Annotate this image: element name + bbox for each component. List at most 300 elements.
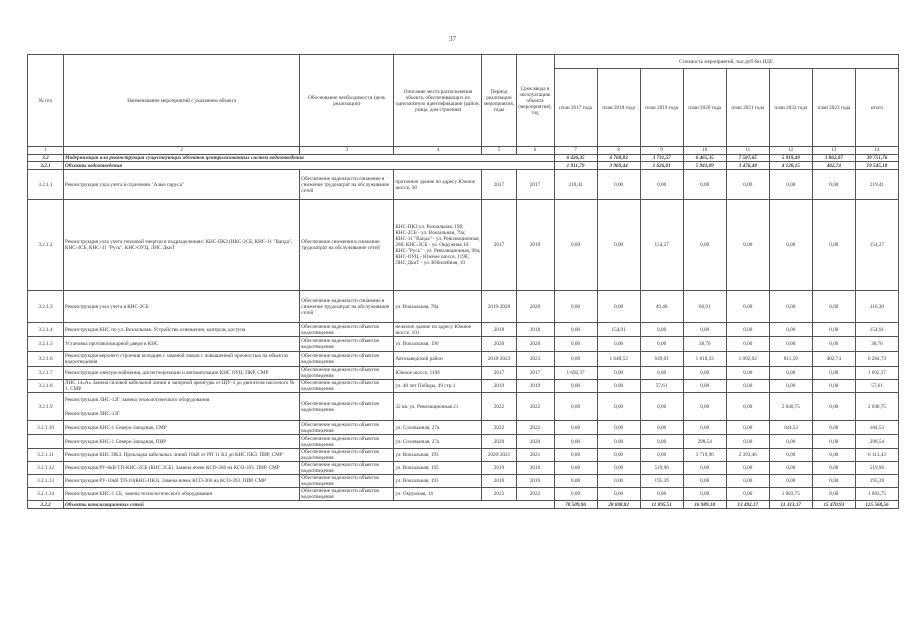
cost-value: 0,00 <box>769 200 812 291</box>
cost-value: 0,00 <box>683 475 726 488</box>
cost-value: 0,00 <box>597 170 640 200</box>
cost-value: 0,00 <box>812 421 855 435</box>
section-title: Модернизация или реконструкция существующих объектов централизованных систем водоотведения <box>64 155 555 162</box>
table-row <box>28 323 899 337</box>
col-num-header: № п/п <box>28 55 64 147</box>
table-row <box>28 435 899 449</box>
location-text: нежилое здание по адресу Южное шоссе, 101 <box>394 323 482 337</box>
cost-value: 0,00 <box>726 367 769 380</box>
section-title: Объекты канализационных сетей <box>64 501 555 509</box>
cost-value: 0,00 <box>726 291 769 323</box>
row-number: 3.2.1.8 <box>28 380 64 393</box>
purpose-text: Обеспечение снижения в снижение трудозатрат на обслуживание сетей <box>300 200 394 291</box>
cost-value: 4 120,15 <box>769 162 812 170</box>
cost-value: 2 040,75 <box>769 393 812 421</box>
measure-name-text: Реконструкция КНС-1 Северо-Западная, СМР <box>65 424 167 431</box>
measure-name <box>64 393 300 421</box>
cost-value: 39 751,76 <box>855 155 898 162</box>
row-number: 3.2.1.11 <box>28 449 64 462</box>
column-index: 4 <box>394 147 482 155</box>
row-number: 3.2.1.6 <box>28 352 64 367</box>
deadline-value: 2019 <box>516 475 554 488</box>
cost-value: 0,00 <box>726 323 769 337</box>
cost-value: 6 113,43 <box>855 449 898 462</box>
cost-value: 0,00 <box>812 393 855 421</box>
column-index: 10 <box>683 147 726 155</box>
row-number: 3.2.1.10 <box>28 421 64 435</box>
cost-value: 0,00 <box>683 393 726 421</box>
cost-value: 5 941,09 <box>683 162 726 170</box>
purpose-text: Обеспечение надежности объектов водоотведения <box>300 435 394 449</box>
cost-value: 0,00 <box>554 475 597 488</box>
cost-value: 1 083,75 <box>769 488 812 501</box>
cost-value: 0,00 <box>554 462 597 475</box>
purpose-text: Обеспечение надежности объектов водоотведения <box>300 380 394 393</box>
col-purpose-header: Обоснование необходимости (цель реализации) <box>300 55 394 147</box>
cost-value: 6 284,73 <box>855 352 898 367</box>
cost-value: 1 092,02 <box>726 352 769 367</box>
location-text: КНС-ПКЗ ул. Вокзальная, 19б; КНС-2СБ - ул. Вокзальная, 79а; КНС-11 "Вапда" - ул. Революционная, 28б; КНС-3СБ - ул. Окружная 1б; КНС-"Русь" - ул. Революционная, 98а; КНС-ОУЦ - Южное шоссе, 119б; ЛНС ДкиТ - ул. Юбилейная, 10 <box>394 200 482 291</box>
purpose-text: Обеспечение надежности снижение в снижение трудозатрат на обслуживание сетей <box>300 170 394 200</box>
cost-value: 0,00 <box>640 170 683 200</box>
table-row <box>28 337 899 352</box>
measure-name-text: Реконструкция РУ-10кВ ТП-10(КНС-ПКЗ). Замена ячеек КСО-366 на КСО-393. ПИР, СМР <box>65 478 266 484</box>
column-index: 11 <box>726 147 769 155</box>
cost-value: 0,00 <box>554 200 597 291</box>
cost-value: 49,40 <box>640 291 683 323</box>
purpose-text: Обеспечение надежности объектов водоотведения <box>300 462 394 475</box>
cost-value: 0,00 <box>683 170 726 200</box>
cost-value: 0,00 <box>640 421 683 435</box>
deadline-value: 2023 <box>516 352 554 367</box>
cost-value: 219,41 <box>855 170 898 200</box>
period-value: 2017 <box>482 367 516 380</box>
page-number: 37 <box>449 35 456 43</box>
row-number: 3.2.1.13 <box>28 475 64 488</box>
cost-value: 28 698,82 <box>597 501 640 509</box>
column-index: 13 <box>812 147 855 155</box>
location-text: ул. Соловьиная, 27а <box>394 435 482 449</box>
table-row <box>28 170 899 200</box>
cost-value: 19 545,18 <box>855 162 898 170</box>
cost-value: 811,59 <box>769 352 812 367</box>
cost-value: 6 768,83 <box>597 155 640 162</box>
cost-value: 0,00 <box>554 421 597 435</box>
row-number: 3.2.2 <box>28 501 64 509</box>
column-index: 6 <box>516 147 554 155</box>
measure-name-text: Реконструкция РУ-6кВ ТП-КНС-2СБ (КНС 2СБ). Замена ячеек КСО-366 на КСО-393. ПИР, СМР <box>65 465 280 471</box>
location-text: ул. Вокзальная, 195 <box>394 462 482 475</box>
row-number: 3.2.1.14 <box>28 488 64 501</box>
cost-value: 16 989,10 <box>683 501 726 509</box>
cost-value: 0,00 <box>597 421 640 435</box>
deadline-value: 2019 <box>516 380 554 393</box>
deadline-value: 2020 <box>516 435 554 449</box>
measure-name-text: Реконструкция КНС ПКЗ. Прокладка кабельных линий 10кВ от РП 11 КЗ до КНС ПКЗ. ПИР, СМР <box>65 452 283 458</box>
table-row <box>28 475 899 488</box>
purpose-text: Обеспечение надежности объектов водоотведения <box>300 337 394 352</box>
measure-name-text: Реконструкция верхнего строения колодцев с заменой люков с повышенной прочностью на объектах водоотведения <box>65 353 289 365</box>
row-number: 3.2.1.4 <box>28 323 64 337</box>
period-value: 2020-2021 <box>482 449 516 462</box>
year-header: план 2020 года <box>683 69 726 147</box>
cost-value: 0,00 <box>554 352 597 367</box>
period-value: 2022 <box>482 488 516 501</box>
cost-value: 0,00 <box>769 380 812 393</box>
table-row <box>28 421 899 435</box>
cost-value: 0,00 <box>683 488 726 501</box>
column-index: 3 <box>300 147 394 155</box>
cost-value: 3 476,48 <box>726 162 769 170</box>
measure-name <box>64 449 300 462</box>
cost-value: 1 692,37 <box>855 367 898 380</box>
section-title: Объекты водоотведения <box>64 162 555 170</box>
cost-value: 154,91 <box>597 323 640 337</box>
period-value: 2018 <box>482 323 516 337</box>
cost-value: 1 626,01 <box>640 162 683 170</box>
measure-name <box>64 200 300 291</box>
cost-value: 184,53 <box>855 421 898 435</box>
measure-name <box>64 170 300 200</box>
cost-value: 0,00 <box>554 337 597 352</box>
cost-value: 0,00 <box>726 200 769 291</box>
cost-value: 57,61 <box>855 380 898 393</box>
row-number: 3.2.1 <box>28 162 64 170</box>
cost-value: 402,74 <box>812 162 855 170</box>
deadline-value: 2022 <box>516 393 554 421</box>
cost-value: 195,39 <box>855 475 898 488</box>
column-index: 7 <box>554 147 597 155</box>
measure-name <box>64 323 300 337</box>
location-text: 32 кв. ул. Революционная 21 <box>394 393 482 421</box>
cost-value: 0,00 <box>812 475 855 488</box>
cost-value: 154,27 <box>855 200 898 291</box>
cost-value: 7 587,65 <box>726 155 769 162</box>
cost-value: 0,00 <box>769 475 812 488</box>
cost-value: 0,00 <box>812 200 855 291</box>
purpose-text: Обеспечение надежности объектов водоотведения <box>300 449 394 462</box>
cost-value: 0,00 <box>812 380 855 393</box>
col-name-header: Наименование мероприятий с указанием объекта <box>64 55 300 147</box>
cost-value: 1 810,33 <box>683 352 726 367</box>
cost-value: 0,00 <box>726 393 769 421</box>
table-row <box>28 155 899 162</box>
cost-value: 154,91 <box>855 323 898 337</box>
period-value: 2022 <box>482 421 516 435</box>
table-row <box>28 449 899 462</box>
column-index: 12 <box>769 147 812 155</box>
cost-value: 3 731,57 <box>640 155 683 162</box>
col-deadline-header: Срок ввода в эксплуатацию объекта (мероприятия), год <box>516 55 554 147</box>
cost-value: 0,00 <box>597 435 640 449</box>
row-number: 3.2.1.5 <box>28 337 64 352</box>
cost-value: 0,00 <box>683 200 726 291</box>
cost-value: 0,00 <box>769 291 812 323</box>
measure-name-text: ЛНС 14«А» Замена силовой кабельной линии и запорной арматуры от ЩУ-3 до двигателя насосного № 1, СМР <box>65 380 295 392</box>
cost-value: 11 895,51 <box>640 501 683 509</box>
cost-value: 125 568,56 <box>855 501 898 509</box>
measure-name <box>64 352 300 367</box>
cost-value: 0,00 <box>726 337 769 352</box>
cost-value: 0,00 <box>769 449 812 462</box>
cost-value: 0,00 <box>597 200 640 291</box>
column-index: 8 <box>597 147 640 155</box>
cost-value: 0,00 <box>726 475 769 488</box>
cost-value: 0,00 <box>769 367 812 380</box>
cost-value: 0,00 <box>597 475 640 488</box>
cost-value: 219,41 <box>554 170 597 200</box>
cost-value: 3 719,96 <box>683 449 726 462</box>
cost-value: 0,00 <box>597 380 640 393</box>
cost-value: 402,74 <box>812 352 855 367</box>
period-value: 2019 <box>482 380 516 393</box>
deadline-value: 2022 <box>516 488 554 501</box>
measure-name <box>64 475 300 488</box>
period-value: 2019-2020 <box>482 291 516 323</box>
column-index: 5 <box>482 147 516 155</box>
cost-value: 0,00 <box>554 323 597 337</box>
cost-value: 0,00 <box>683 380 726 393</box>
location-text: ул. Соловьиная, 27а <box>394 421 482 435</box>
cost-value: 0,00 <box>812 488 855 501</box>
location-text: ул. Вокзальная, 78а <box>394 291 482 323</box>
cost-value: 649,01 <box>640 352 683 367</box>
cost-value: 0,00 <box>726 421 769 435</box>
table-row <box>28 380 899 393</box>
cost-value: 3 969,44 <box>597 162 640 170</box>
measure-name <box>64 337 300 352</box>
cost-value: 57,61 <box>640 380 683 393</box>
location-text: ул. Вокзальная, 193 <box>394 475 482 488</box>
cost-value: 0,00 <box>640 435 683 449</box>
cost-value: 0,00 <box>769 462 812 475</box>
cost-value: 66,91 <box>683 291 726 323</box>
measure-name-text: Установка противопожарной двери в КНС <box>65 341 159 347</box>
purpose-text: Обеспечение надежности объектов водоотведения <box>300 393 394 421</box>
table-row <box>28 162 899 170</box>
column-index: 14 <box>855 147 898 155</box>
table-row <box>28 200 899 291</box>
column-index: 1 <box>28 147 64 155</box>
cost-value: 0,00 <box>554 449 597 462</box>
cost-value: 0,00 <box>683 462 726 475</box>
measure-name-text: Реконструкция ЛНС-12Г, замена технологического оборудования <box>65 396 210 403</box>
col-location-header: Описание места расположения объекта, обеспечивающих их однозначную идентификацию (район, улица, дом строения) <box>394 55 482 147</box>
cost-value: 0,00 <box>683 367 726 380</box>
table-row <box>28 393 899 421</box>
cost-value: 0,00 <box>640 488 683 501</box>
measure-name <box>64 421 300 435</box>
location-text: Автозаводский район <box>394 352 482 367</box>
table-row <box>28 462 899 475</box>
measure-name-text: Реконструкция КНС-1 СБ, замена технологического оборудования <box>65 491 212 497</box>
location-text: ул. Вокзальная, 190 <box>394 337 482 352</box>
cost-value: 0,00 <box>640 323 683 337</box>
cost-value: 0,00 <box>769 435 812 449</box>
location-text: ул. 40 лет Победы, 49 стр.1 <box>394 380 482 393</box>
cost-value: 0,00 <box>640 449 683 462</box>
cost-value: 0,00 <box>554 393 597 421</box>
purpose-text: Обеспечение надежности объектов водоотведения <box>300 367 394 380</box>
cost-value: 0,00 <box>554 291 597 323</box>
cost-value: 0,00 <box>597 393 640 421</box>
period-value: 2017 <box>482 170 516 200</box>
period-value: 2018-2023 <box>482 352 516 367</box>
cost-value: 184,53 <box>769 421 812 435</box>
cost-value: 0,00 <box>554 380 597 393</box>
measure-name <box>64 380 300 393</box>
cost-value: 11 313,17 <box>769 501 812 509</box>
measure-name <box>64 367 300 380</box>
cost-value: 0,00 <box>769 323 812 337</box>
cost-value: 1 648,53 <box>597 352 640 367</box>
purpose-text: Обеспечение надежности объектов водоотведения <box>300 488 394 501</box>
cost-value: 0,00 <box>726 380 769 393</box>
location-text: ул. Вокзальная, 193 <box>394 449 482 462</box>
cost-value: 0,00 <box>640 337 683 352</box>
period-value: 2019 <box>482 475 516 488</box>
cost-value: 154,27 <box>640 200 683 291</box>
measure-name-text: Реконструкция КНС-1 Северо-Западная, ПИР <box>65 438 167 445</box>
cost-value: 0,00 <box>597 367 640 380</box>
row-number: 3.2.1.7 <box>28 367 64 380</box>
year-header: план 2018 года <box>597 69 640 147</box>
deadline-value: 2022 <box>516 421 554 435</box>
measure-name <box>64 488 300 501</box>
cost-value: 0,00 <box>597 462 640 475</box>
cost-value: 0,00 <box>597 337 640 352</box>
deadline-value: 2020 <box>516 291 554 323</box>
cost-value: 6 426,35 <box>554 155 597 162</box>
year-header: итого <box>855 69 898 147</box>
year-header: план 2022 года <box>769 69 812 147</box>
measure-name <box>64 462 300 475</box>
purpose-text: Обеспечение надежности объектов водоотведения <box>300 421 394 435</box>
column-index: 2 <box>64 147 300 155</box>
deadline-value: 2021 <box>516 449 554 462</box>
cost-value: 2 040,75 <box>855 393 898 421</box>
cost-value: 0,00 <box>812 323 855 337</box>
table-row <box>28 367 899 380</box>
cost-value: 38,76 <box>683 337 726 352</box>
deadline-value: 2018 <box>516 323 554 337</box>
column-index: 9 <box>640 147 683 155</box>
cost-value: 2 393,46 <box>726 449 769 462</box>
year-header: план 2019 года <box>640 69 683 147</box>
cost-value: 0,00 <box>726 488 769 501</box>
period-value: 2020 <box>482 435 516 449</box>
cost-value: 0,00 <box>597 488 640 501</box>
cost-value: 298,54 <box>855 435 898 449</box>
cost-value: 0,00 <box>726 462 769 475</box>
year-header: план 2017 года <box>554 69 597 147</box>
row-number: 3.2.1.2 <box>28 200 64 291</box>
cost-value: 0,00 <box>812 170 855 200</box>
row-number: 3.2.1.9 <box>28 393 64 421</box>
row-number: 3.2.1.3 <box>28 291 64 323</box>
cost-value: 0,00 <box>812 367 855 380</box>
table-row <box>28 501 899 509</box>
cost-value: 0,00 <box>726 170 769 200</box>
location-text: ул. Окружная, 16 <box>394 488 482 501</box>
cost-value: 0,00 <box>554 488 597 501</box>
col-period-header: Период реализации мероприятия, годы <box>482 55 516 147</box>
measure-name-text: Реконструкция узла учета в КНС-2СБ <box>65 303 149 310</box>
deadline-value: 2017 <box>516 367 554 380</box>
year-header: план 2023 года <box>812 69 855 147</box>
cost-value: 5 919,49 <box>769 155 812 162</box>
cost-value: 0,00 <box>769 337 812 352</box>
cost-value: 1 911,79 <box>554 162 597 170</box>
row-number: 3.2 <box>28 155 64 162</box>
location-text: Южное шоссе, 119б <box>394 367 482 380</box>
cost-value: 1 692,37 <box>554 367 597 380</box>
cost-value: 0,00 <box>726 435 769 449</box>
cost-group-header: Стоимость мероприятий, тыс.руб без НДС <box>554 55 898 69</box>
year-header: план 2021 года <box>726 69 769 147</box>
purpose-text: Обеспечение надежности снижение в снижение трудозатрат на обслуживание сетей <box>300 291 394 323</box>
cost-value: 13 492,17 <box>726 501 769 509</box>
cost-value: 0,00 <box>554 435 597 449</box>
cost-value: 0,00 <box>597 449 640 462</box>
measure-name-text: Реконструкция узла учета тепловой энергии в подразделениях: КНС-ПКЗ (ИКС-2СБ, КНС-11 "Вапда", КНС-3СБ, КНС-31 "Русь", КНС-ОУЦ, ЛНС ДкиТ <box>65 239 293 251</box>
cost-value: 78 509,96 <box>554 501 597 509</box>
investment-table <box>27 54 899 509</box>
table-row <box>28 291 899 323</box>
measure-name-subtext: Реконструкция ЛНС-12Г <box>65 410 120 417</box>
measure-name-text: Реконструкция узла учета в отделении "Алые паруса" <box>65 181 184 188</box>
table-row <box>28 352 899 367</box>
measure-name <box>64 291 300 323</box>
period-value: 2020 <box>482 337 516 352</box>
cost-value: 0,00 <box>640 367 683 380</box>
deadline-value: 2017 <box>516 170 554 200</box>
cost-value: 0,00 <box>812 462 855 475</box>
table-row <box>28 488 899 501</box>
cost-value: 0,00 <box>812 449 855 462</box>
measure-name-text: Реконструкция электроснабжения, диспетчеризации и автоматизации КНС ОУЦ. ПКР, СМР <box>65 370 269 376</box>
measure-name <box>64 435 300 449</box>
cost-value: 3 862,07 <box>812 155 855 162</box>
cost-value: 519,96 <box>640 462 683 475</box>
cost-value: 6 465,35 <box>683 155 726 162</box>
period-value: 2019 <box>482 462 516 475</box>
row-number: 3.2.1.1 <box>28 170 64 200</box>
cost-value: 38,76 <box>855 337 898 352</box>
cost-value: 195,39 <box>640 475 683 488</box>
row-number <box>28 435 64 449</box>
period-value: 2017 <box>482 200 516 291</box>
cost-value: 0,00 <box>812 435 855 449</box>
row-number: 3.2.1.12 <box>28 462 64 475</box>
deadline-value: 2020 <box>516 337 554 352</box>
cost-value: 1 083,75 <box>855 488 898 501</box>
cost-value: 0,00 <box>597 291 640 323</box>
purpose-text: Обеспечение надежности объектов водоотведения <box>300 323 394 337</box>
cost-value: 519,96 <box>855 462 898 475</box>
cost-value: 0,00 <box>683 323 726 337</box>
purpose-text: Обеспечение надежности объектов водоотведения <box>300 352 394 367</box>
location-text: проточное здание по адресу Южное шоссе, 38 <box>394 170 482 200</box>
cost-value: 0,00 <box>769 170 812 200</box>
cost-value: 0,00 <box>812 337 855 352</box>
cost-value: 0,00 <box>812 291 855 323</box>
deadline-value: 2019 <box>516 200 554 291</box>
cost-value: 0,00 <box>683 421 726 435</box>
cost-value: 298,54 <box>683 435 726 449</box>
period-value: 2022 <box>482 393 516 421</box>
cost-value: 116,30 <box>855 291 898 323</box>
